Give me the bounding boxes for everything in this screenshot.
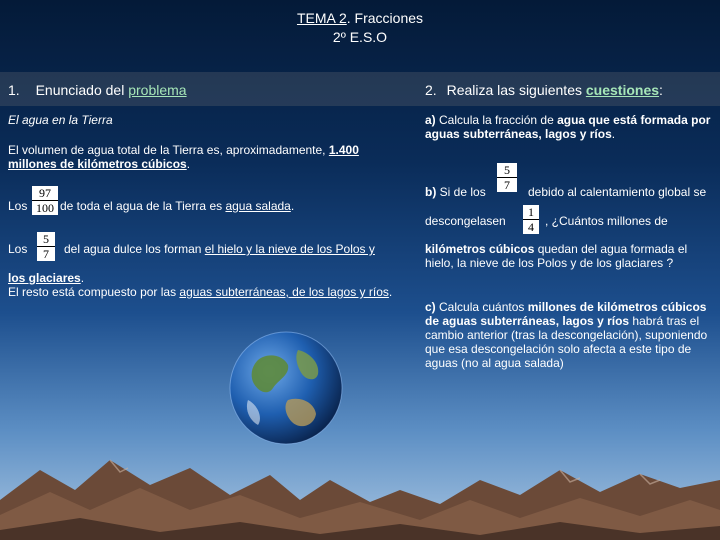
dulce-continuation (8, 271, 398, 299)
question-b-text1: Si de los (439, 185, 486, 199)
question-a-bold: agua que está formada por aguas subterráneas, lagos y ríos (425, 113, 711, 141)
question-c-bold: millones de kilómetros cúbicos de aguas subterráneas, lagos y ríos (425, 300, 707, 328)
fraction-5-7 (37, 232, 55, 261)
fraction-denominator: 7 (43, 247, 49, 261)
question-a-end: . (611, 127, 616, 141)
los-label-1: Los (8, 199, 28, 213)
dulce-text: del agua dulce los forman (64, 242, 205, 256)
question-c-label: c) (425, 300, 436, 314)
glaciares-link[interactable]: los glaciares (8, 271, 81, 285)
left-heading (8, 82, 187, 98)
dulce-end: . (80, 271, 85, 285)
right-heading-end: : (659, 82, 663, 98)
agua-salada-link[interactable]: agua salada (225, 199, 291, 213)
cuestiones-link[interactable]: cuestiones (585, 82, 660, 98)
volume-paragraph (8, 143, 388, 171)
hielo-nieve-link[interactable]: el hielo y la nieve de los Polos y (204, 242, 375, 256)
fraction-numerator: 5 (37, 232, 55, 247)
page-subtitle: 2º E.S.O (332, 29, 388, 45)
question-a-label: a) (425, 113, 436, 127)
resto-text: El resto está compuesto por las (8, 285, 180, 299)
fraction-numerator: 5 (497, 163, 517, 178)
intro-text: El agua en la Tierra (8, 113, 113, 127)
fraction-denominator: 100 (36, 201, 54, 215)
fraction-97-100 (32, 186, 58, 215)
question-b-text2: debido al calentamiento global se (528, 185, 707, 199)
los-label-2: Los (8, 242, 28, 256)
fraction-denominator: 7 (504, 178, 510, 192)
fraction-denominator: 4 (528, 220, 534, 234)
question-b-line3 (425, 242, 715, 270)
question-c-text2: habrá tras el cambio anterior (tras la descongelación), suponiendo que esa descongelación solo afecta a este tipo de aguas (no al agua salada) (425, 314, 708, 370)
title-text: . Fracciones (346, 10, 424, 26)
resto-end: . (388, 285, 393, 299)
question-c-text1: Calcula cuántos (439, 300, 528, 314)
salada-sentence (60, 199, 294, 213)
problema-link[interactable]: problema (128, 82, 187, 98)
question-a-text: Calcula la fracción de (439, 113, 558, 127)
aguas-subterraneas-link[interactable]: aguas subterráneas, de los lagos y ríos (179, 285, 389, 299)
volume-text: El volumen de agua total de la Tierra es, aproximadamente, (8, 143, 329, 157)
page-title (0, 10, 720, 26)
earth-globe-icon (228, 330, 344, 446)
title-link[interactable]: TEMA 2 (296, 10, 347, 26)
fraction-1-4 (523, 205, 539, 234)
left-heading-number: 1. (8, 82, 20, 98)
salada-text: de toda el agua de la Tierra es (60, 199, 226, 213)
right-heading-text: Realiza las siguientes (446, 82, 586, 98)
fraction-numerator: 97 (32, 186, 58, 201)
right-heading-number: 2. (425, 82, 437, 98)
left-heading-text: Enunciado del (35, 82, 129, 98)
question-c (425, 300, 715, 370)
right-heading (425, 82, 663, 98)
question-a (425, 113, 715, 141)
question-b-text3: descongelasen (425, 214, 506, 228)
question-b-text4: , ¿Cuántos millones de (545, 214, 668, 228)
question-b-label: b) (425, 185, 437, 199)
volume-link[interactable]: 1.400 millones de kilómetros cúbicos (8, 143, 359, 171)
volume-end: . (186, 157, 191, 171)
question-b-bold: kilómetros cúbicos (425, 242, 535, 256)
dulce-sentence (64, 242, 375, 256)
question-b-text5: quedan del agua formada el hielo, la nieve de los Polos y de los glaciares ? (425, 242, 688, 270)
fraction-5-7-question (497, 163, 517, 192)
mountains-landscape (0, 440, 720, 540)
salada-end: . (290, 199, 295, 213)
fraction-numerator: 1 (523, 205, 539, 220)
question-b-line1 (425, 185, 486, 199)
